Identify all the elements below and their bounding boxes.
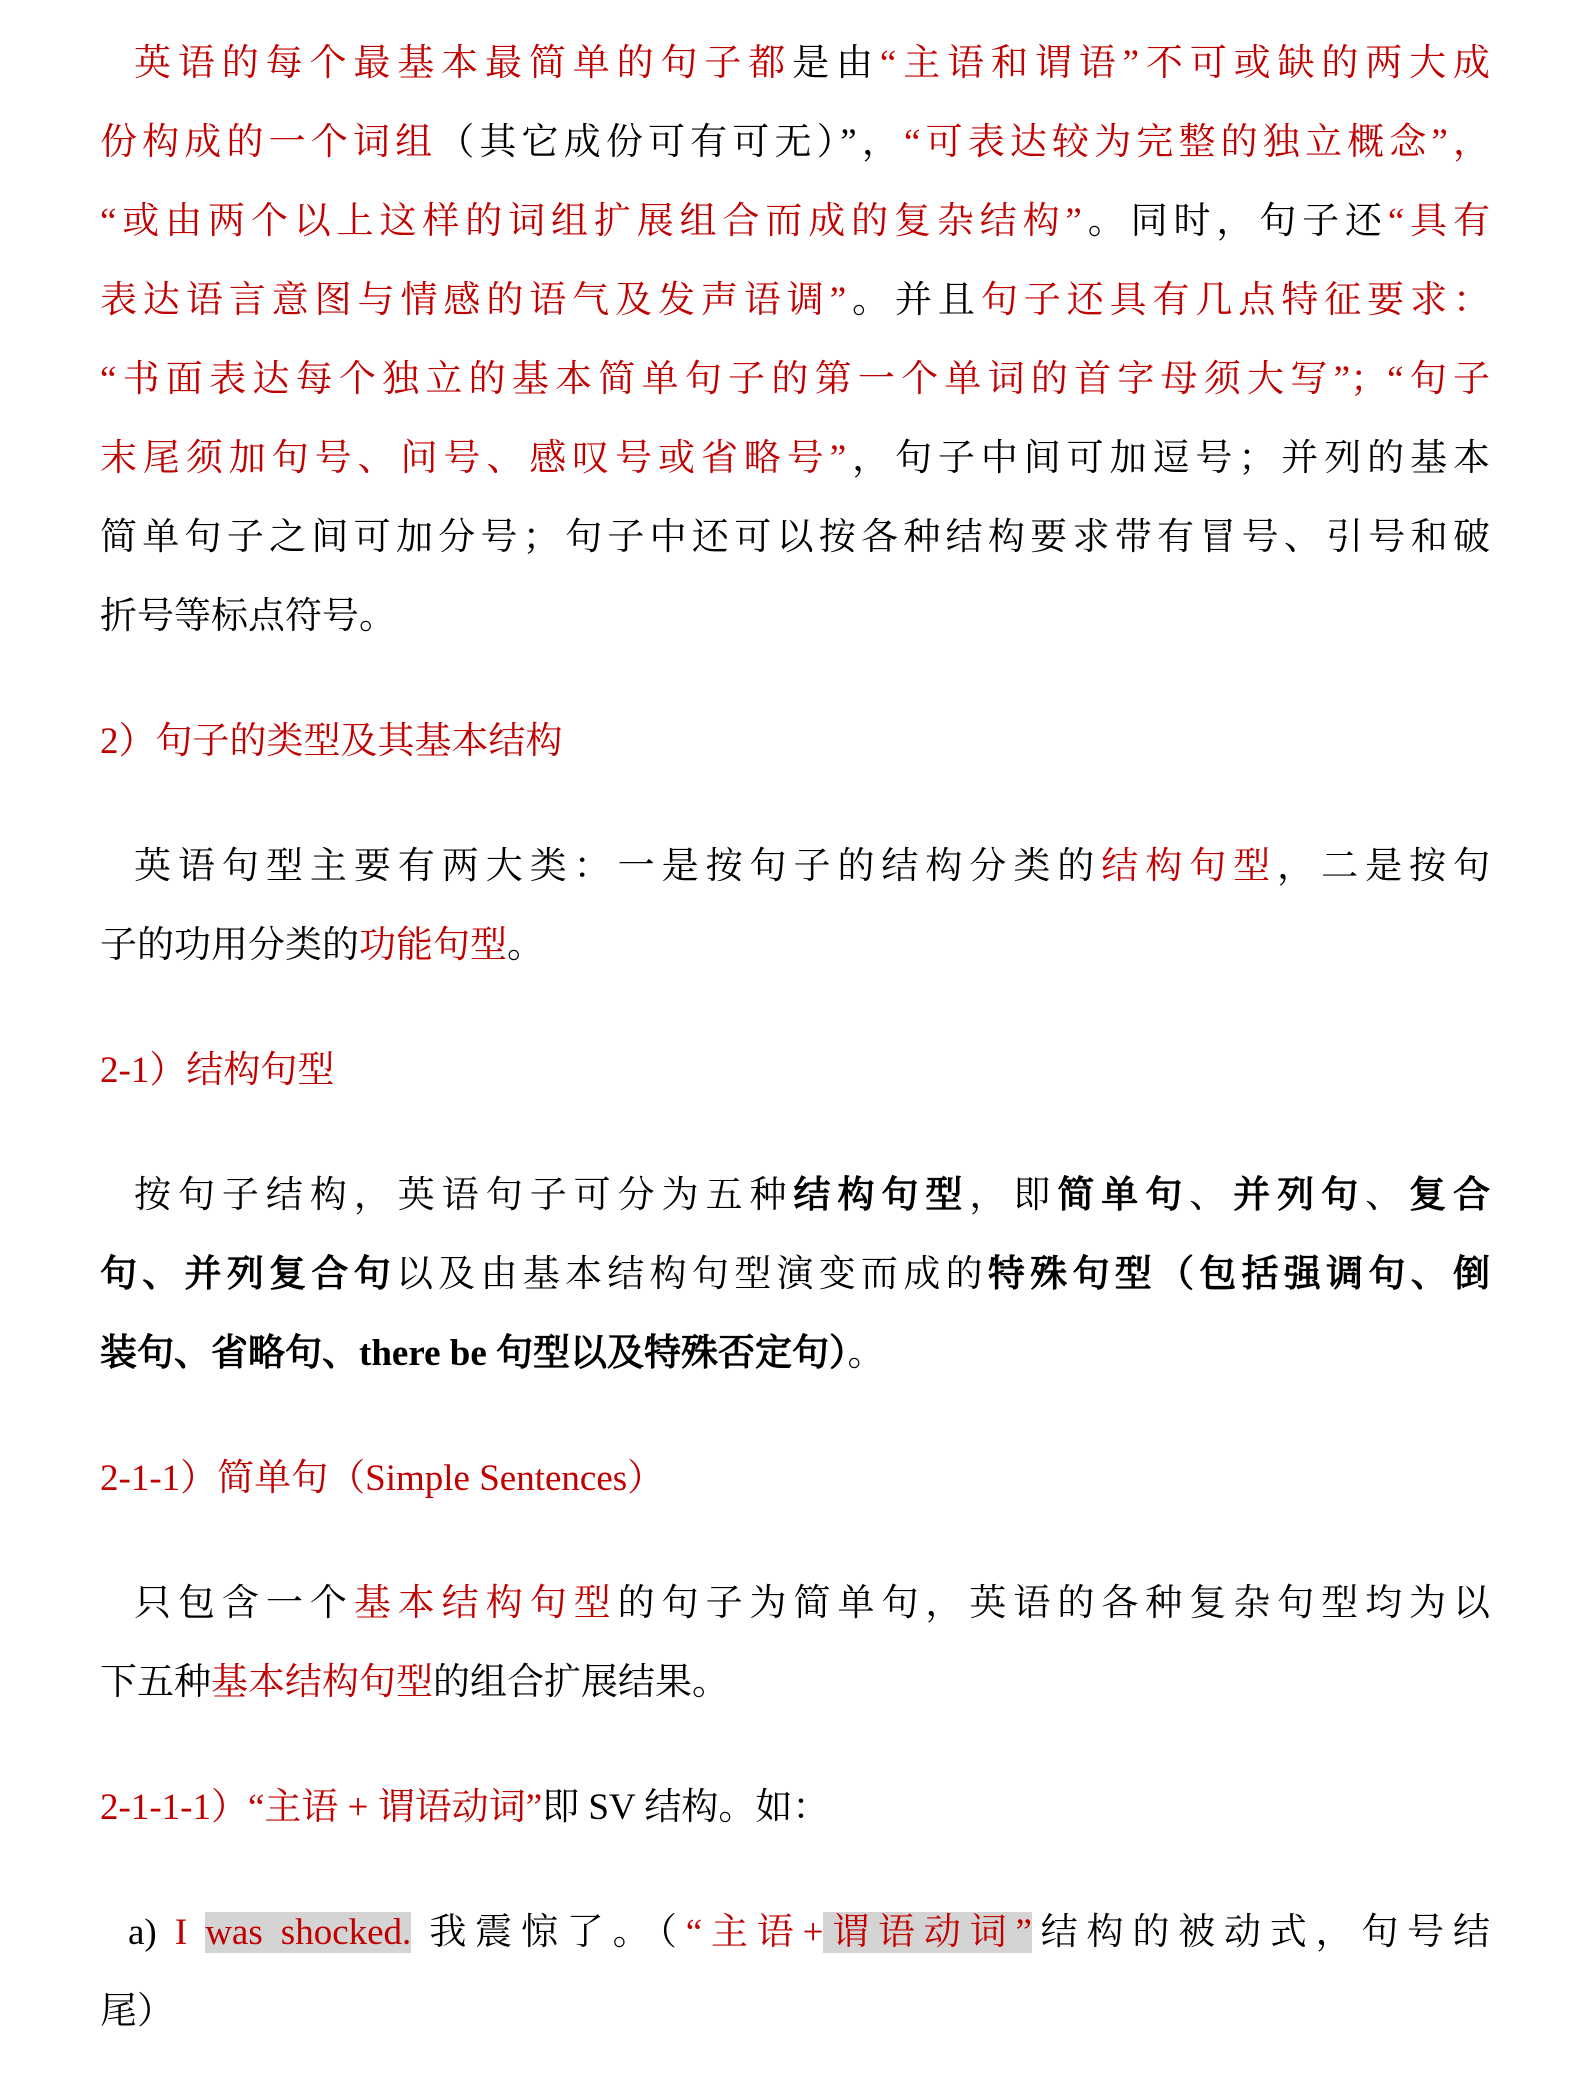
text-segment: 即 SV 结构。如： bbox=[542, 1787, 830, 1828]
text-segment: 。并且 bbox=[846, 280, 981, 321]
text-segment: 特殊句型（包括强调句、倒 bbox=[987, 1254, 1490, 1295]
text-segment: 英语的每个最基本最简单的句子都 bbox=[134, 43, 793, 84]
heading-structural-patterns bbox=[100, 1031, 1490, 1110]
text-segment: 是由 bbox=[792, 43, 880, 84]
text-segment: “具有 bbox=[1387, 201, 1490, 242]
heading-sv-structure bbox=[100, 1768, 1490, 1847]
text-segment: 基本结构句型 bbox=[353, 1583, 618, 1624]
text-segment: 折号等标点符号。 bbox=[100, 596, 396, 637]
text-segment: 英语句型主要有两大类：一是按句子的结构分类的 bbox=[134, 846, 1102, 887]
text-segment: 句子还具有几点特征要求： bbox=[980, 280, 1491, 321]
text-segment: 2-1-1-1）“主语 + 谓语动词” bbox=[100, 1787, 543, 1828]
intro-paragraph-line-3 bbox=[100, 182, 1490, 261]
text-segment: 只包含一个 bbox=[134, 1583, 354, 1624]
text-segment: 基本结构句型 bbox=[211, 1662, 433, 1703]
intro-paragraph-line-6 bbox=[100, 419, 1490, 498]
text-segment: 2）句子的类型及其基本结构 bbox=[100, 721, 563, 762]
text-segment: 简单句 bbox=[1057, 1175, 1190, 1216]
text-segment: 装句、省略句、there be 句型以及特殊否定句） bbox=[100, 1333, 848, 1374]
two-categories-paragraph-line-2 bbox=[100, 906, 1490, 985]
intro-paragraph-line-7 bbox=[100, 498, 1490, 577]
five-patterns-paragraph-line-1 bbox=[100, 1156, 1490, 1235]
text-segment: （其它成份可有可无）”， bbox=[437, 122, 904, 163]
text-segment: 、 bbox=[1365, 1175, 1410, 1216]
text-segment: 下五种 bbox=[100, 1662, 211, 1703]
text-segment: “主语+ bbox=[685, 1912, 824, 1953]
text-segment: 份构成的一个词组 bbox=[100, 122, 438, 163]
text-segment: ，即 bbox=[969, 1175, 1058, 1216]
intro-paragraph-line-1 bbox=[100, 24, 1490, 103]
text-segment: “主语和谓语”不可或缺的两大成 bbox=[879, 43, 1491, 84]
intro-paragraph-line-8 bbox=[100, 577, 1490, 656]
heading-simple-sentences bbox=[100, 1439, 1490, 1518]
intro-paragraph bbox=[100, 24, 1490, 656]
text-segment: 结构句型 bbox=[1101, 846, 1278, 887]
text-segment: “可表达较为完整的独立概念”， bbox=[904, 122, 1490, 163]
text-segment: 结构句型 bbox=[793, 1175, 970, 1216]
text-segment: 。 bbox=[847, 1333, 885, 1374]
text-segment: 功能句型 bbox=[359, 925, 507, 966]
text-segment: “或由两个以上这样的词组扩展组合而成的复杂结构” bbox=[100, 201, 1082, 242]
simple-sentence-definition-paragraph-line-1 bbox=[100, 1564, 1490, 1643]
text-segment: I bbox=[174, 1912, 206, 1953]
text-segment: 。同时，句子还 bbox=[1081, 201, 1388, 242]
text-segment: 结构的被动式，句号结 bbox=[1031, 1912, 1490, 1953]
example-a-paragraph-line-2 bbox=[100, 1972, 1490, 2051]
text-segment: 简单句子之间可加分号；句子中还可以按各种结构要求带有冒号、引号和破 bbox=[100, 517, 1490, 558]
text-segment: 复合 bbox=[1409, 1175, 1491, 1216]
example-a-paragraph bbox=[100, 1893, 1490, 2051]
text-segment: 。 bbox=[507, 925, 544, 966]
text-segment: 表达语言意图与情感的语气及发声语调” bbox=[100, 280, 847, 321]
five-patterns-paragraph bbox=[100, 1156, 1490, 1393]
intro-paragraph-line-4 bbox=[100, 261, 1490, 340]
text-segment: 尾） bbox=[100, 1991, 174, 2032]
text-segment: ，句子中间可加逗号；并列的基本 bbox=[846, 438, 1491, 479]
text-segment: 并列句 bbox=[1233, 1175, 1366, 1216]
text-segment: 谓语动词” bbox=[823, 1912, 1032, 1953]
five-patterns-paragraph-line-2 bbox=[100, 1235, 1490, 1314]
text-segment: 以及由基本结构句型演变而成的 bbox=[395, 1254, 988, 1295]
example-a-paragraph-line-1 bbox=[100, 1893, 1490, 1972]
two-categories-paragraph-line-1 bbox=[100, 827, 1490, 906]
text-segment: 子的功用分类的 bbox=[100, 925, 359, 966]
text-segment: 末尾须加句号、问号、感叹号或省略号” bbox=[100, 438, 847, 479]
heading-sentence-types-line-1 bbox=[100, 702, 1490, 781]
heading-sentence-types bbox=[100, 702, 1490, 781]
text-segment: 2-1）结构句型 bbox=[100, 1050, 335, 1091]
text-segment: ，二是按句 bbox=[1277, 846, 1491, 887]
text-segment: “书面表达每个独立的基本简单句子的第一个单词的首字母须大写”；“句子 bbox=[100, 359, 1490, 400]
two-categories-paragraph bbox=[100, 827, 1490, 985]
intro-paragraph-line-5 bbox=[100, 340, 1490, 419]
five-patterns-paragraph-line-3 bbox=[100, 1314, 1490, 1393]
simple-sentence-definition-paragraph bbox=[100, 1564, 1490, 1722]
text-segment: 2-1-1）简单句（Simple Sentences） bbox=[100, 1458, 665, 1499]
text-segment: 句、并列复合句 bbox=[100, 1254, 396, 1295]
heading-structural-patterns-line-1 bbox=[100, 1031, 1490, 1110]
text-segment: 、 bbox=[1189, 1175, 1234, 1216]
text-segment: 的组合扩展结果。 bbox=[433, 1662, 729, 1703]
intro-paragraph-line-2 bbox=[100, 103, 1490, 182]
text-segment: 的句子为简单句，英语的各种复杂句型均为以 bbox=[617, 1583, 1491, 1624]
text-segment: 按句子结构，英语句子可分为五种 bbox=[134, 1175, 794, 1216]
text-segment: 我震惊了。（ bbox=[411, 1912, 686, 1953]
heading-simple-sentences-line-1 bbox=[100, 1439, 1490, 1518]
text-segment: was shocked. bbox=[205, 1912, 412, 1953]
simple-sentence-definition-paragraph-line-2 bbox=[100, 1643, 1490, 1722]
heading-sv-structure-line-1 bbox=[100, 1768, 1490, 1847]
text-segment: a) bbox=[128, 1912, 175, 1953]
